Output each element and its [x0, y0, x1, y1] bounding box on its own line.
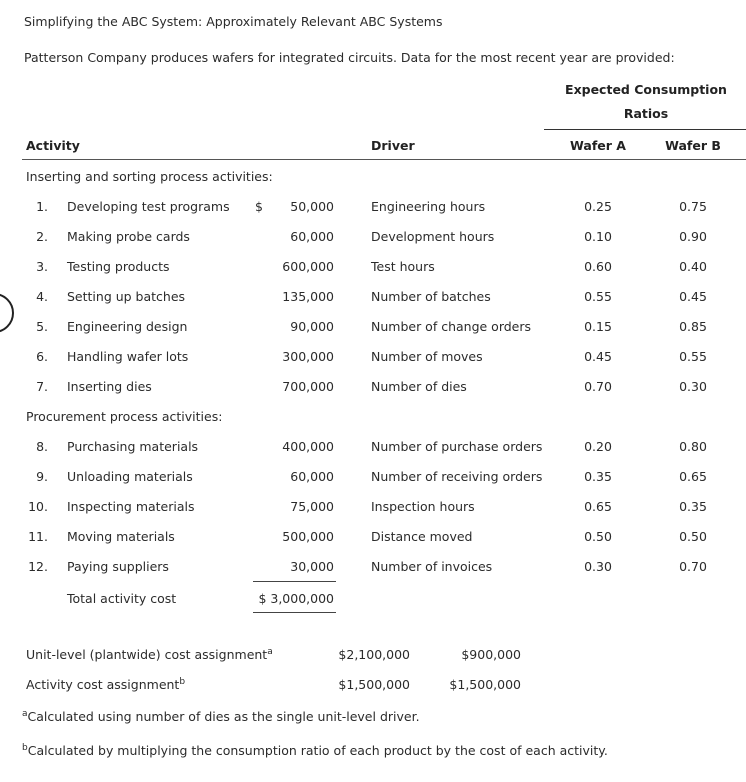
- activity-driver: Development hours: [371, 229, 495, 244]
- activity-driver: Number of dies: [371, 379, 467, 394]
- total-rule-top: [253, 581, 336, 582]
- footnote-b: $^b$Calculated by multiplying the consumption ratio of each product by the cost of each activity.: [22, 743, 608, 759]
- wafer-b-column-header: Wafer B: [665, 138, 721, 153]
- activity-name: Inserting dies: [67, 379, 152, 394]
- activity-row: [0, 319, 746, 339]
- ratios-rule: [544, 129, 746, 130]
- activity-driver: Number of moves: [371, 349, 483, 364]
- activity-assignment-wafer-b: $1,500,000: [449, 677, 521, 692]
- activity-cost: 90,000: [290, 319, 334, 334]
- activity-cost: 50,000: [290, 199, 334, 214]
- activity-number: 11.: [28, 529, 48, 544]
- activity-row: [0, 559, 746, 579]
- wafer-a-ratio: 0.45: [584, 349, 612, 364]
- intro-text: Patterson Company produces wafers for integrated circuits. Data for the most recent year are provided:: [24, 50, 675, 65]
- driver-column-header: Driver: [371, 138, 415, 153]
- activity-name: Unloading materials: [67, 469, 193, 484]
- activity-driver: Number of change orders: [371, 319, 532, 334]
- activity-row: [0, 199, 746, 219]
- activity-cost: 60,000: [290, 469, 334, 484]
- wafer-a-ratio: 0.10: [584, 229, 612, 244]
- unit-level-assignment-label: Unit-level (plantwide) cost assignment$^a$: [26, 647, 273, 663]
- activity-cost: 500,000: [282, 529, 334, 544]
- activity-row: [0, 229, 746, 249]
- wafer-b-ratio: 0.40: [679, 259, 707, 274]
- activity-assignment-label: Activity cost assignment$^b$: [26, 677, 186, 693]
- wafer-b-ratio: 0.80: [679, 439, 707, 454]
- wafer-b-ratio: 0.65: [679, 469, 707, 484]
- wafer-a-ratio: 0.50: [584, 529, 612, 544]
- ratios-header: Ratios: [623, 106, 669, 121]
- activity-number: 7.: [36, 379, 48, 394]
- total-label: Total activity cost: [67, 591, 177, 606]
- activity-cost: 700,000: [282, 379, 334, 394]
- activity-row: [0, 289, 746, 309]
- activity-driver: Number of purchase orders: [371, 439, 543, 454]
- activity-row: [0, 439, 746, 459]
- wafer-b-ratio: 0.90: [679, 229, 707, 244]
- total-rule-bottom: [253, 612, 336, 613]
- footnote-a: $^a$Calculated using number of dies as the single unit-level driver.: [22, 709, 420, 725]
- wafer-b-ratio: 0.45: [679, 289, 707, 304]
- activity-driver: Engineering hours: [371, 199, 486, 214]
- wafer-a-ratio: 0.70: [584, 379, 612, 394]
- activity-row: [0, 379, 746, 399]
- activity-row: [0, 349, 746, 369]
- wafer-b-ratio: 0.55: [679, 349, 707, 364]
- activity-cost: 135,000: [282, 289, 334, 304]
- activity-driver: Number of batches: [371, 289, 491, 304]
- activity-name: Inspecting materials: [67, 499, 195, 514]
- activity-assignment-wafer-a: $1,500,000: [338, 677, 410, 692]
- header-rule: [22, 159, 746, 160]
- activity-number: 10.: [28, 499, 48, 514]
- unit-level-wafer-a: $2,100,000: [338, 647, 410, 662]
- activity-row: [0, 499, 746, 519]
- wafer-a-ratio: 0.15: [584, 319, 612, 334]
- wafer-a-ratio: 0.30: [584, 559, 612, 574]
- wafer-a-ratio: 0.35: [584, 469, 612, 484]
- wafer-a-column-header: Wafer A: [570, 138, 626, 153]
- activity-cost: 30,000: [290, 559, 334, 574]
- wafer-b-ratio: 0.30: [679, 379, 707, 394]
- activity-driver: Number of invoices: [371, 559, 493, 574]
- activity-number: 5.: [36, 319, 48, 334]
- section-inserting-label: Inserting and sorting process activities:: [26, 169, 273, 184]
- activity-column-header: Activity: [26, 138, 80, 153]
- activity-name: Testing products: [67, 259, 170, 274]
- activity-number: 8.: [36, 439, 48, 454]
- activity-name: Moving materials: [67, 529, 175, 544]
- activity-name: Making probe cards: [67, 229, 190, 244]
- activity-number: 1.: [36, 199, 48, 214]
- activity-name: Paying suppliers: [67, 559, 169, 574]
- activity-cost: 60,000: [290, 229, 334, 244]
- activity-name: Engineering design: [67, 319, 188, 334]
- activity-row: [0, 259, 746, 279]
- page-title: Simplifying the ABC System: Approximately Relevant ABC Systems: [24, 14, 443, 29]
- activity-number: 9.: [36, 469, 48, 484]
- wafer-b-ratio: 0.50: [679, 529, 707, 544]
- activity-cost: 300,000: [282, 349, 334, 364]
- activity-driver: Distance moved: [371, 529, 473, 544]
- wafer-b-ratio: 0.35: [679, 499, 707, 514]
- activity-driver: Test hours: [371, 259, 435, 274]
- unit-level-wafer-b: $900,000: [461, 647, 521, 662]
- wafer-a-ratio: 0.55: [584, 289, 612, 304]
- activity-name: Purchasing materials: [67, 439, 199, 454]
- wafer-b-ratio: 0.70: [679, 559, 707, 574]
- total-value: $ 3,000,000: [258, 591, 334, 606]
- dollar-sign: $: [255, 199, 263, 214]
- wafer-a-ratio: 0.60: [584, 259, 612, 274]
- activity-number: 4.: [36, 289, 48, 304]
- activity-cost: 600,000: [282, 259, 334, 274]
- activity-driver: Number of receiving orders: [371, 469, 543, 484]
- wafer-a-ratio: 0.65: [584, 499, 612, 514]
- activity-row: [0, 469, 746, 489]
- activity-name: Setting up batches: [67, 289, 186, 304]
- section-procurement-label: Procurement process activities:: [26, 409, 223, 424]
- wafer-b-ratio: 0.75: [679, 199, 707, 214]
- expected-consumption-header: Expected Consumption: [565, 82, 727, 97]
- activity-number: 6.: [36, 349, 48, 364]
- wafer-a-ratio: 0.25: [584, 199, 612, 214]
- activity-number: 3.: [36, 259, 48, 274]
- activity-cost: 75,000: [290, 499, 334, 514]
- wafer-a-ratio: 0.20: [584, 439, 612, 454]
- activity-name: Handling wafer lots: [67, 349, 189, 364]
- activity-driver: Inspection hours: [371, 499, 475, 514]
- activity-name: Developing test programs: [67, 199, 230, 214]
- activity-number: 12.: [28, 559, 48, 574]
- activity-number: 2.: [36, 229, 48, 244]
- activity-cost: 400,000: [282, 439, 334, 454]
- wafer-b-ratio: 0.85: [679, 319, 707, 334]
- activity-row: [0, 529, 746, 549]
